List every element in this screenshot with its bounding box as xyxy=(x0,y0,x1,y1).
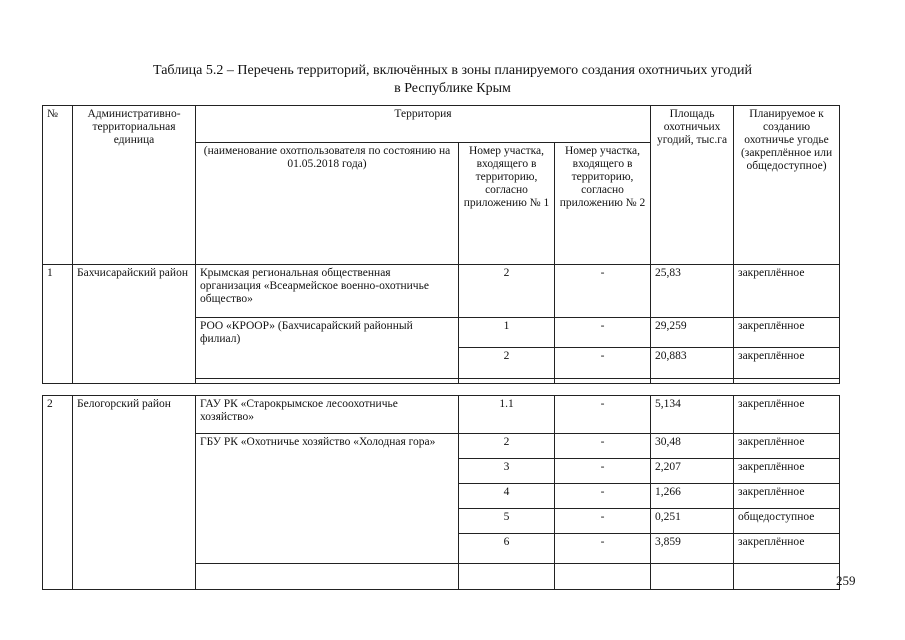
table-row xyxy=(43,396,840,434)
header-plot-appendix-2: Номер участка, входящего в территорию, согласно приложению № 2 xyxy=(555,143,651,265)
planned-type: закреплённое xyxy=(734,265,840,318)
spacer-plot-1 xyxy=(459,564,555,590)
plot-appendix-1: 4 xyxy=(459,484,555,509)
plot-appendix-2: - xyxy=(555,434,651,459)
hunting-territories-table xyxy=(42,105,840,590)
table-row xyxy=(43,265,840,318)
plot-appendix-1: 3 xyxy=(459,459,555,484)
plot-appendix-2: - xyxy=(555,348,651,379)
area-value: 5,134 xyxy=(651,396,734,434)
plot-appendix-1: 2 xyxy=(459,434,555,459)
page-number: 259 xyxy=(836,573,856,588)
spacer-area xyxy=(651,564,734,590)
header-admin-unit: Административно-территориальная единица xyxy=(73,106,196,265)
hunter-name: ГБУ РК «Охотничье хозяйство «Холодная гора» xyxy=(196,434,459,564)
planned-type: закреплённое xyxy=(734,434,840,459)
header-num: № xyxy=(43,106,73,265)
plot-appendix-2: - xyxy=(555,396,651,434)
planned-type: закреплённое xyxy=(734,396,840,434)
area-value: 20,883 xyxy=(651,348,734,379)
hunter-name: ГАУ РК «Старокрымское лесоохотничье хозяйство» xyxy=(196,396,459,434)
area-value: 0,251 xyxy=(651,509,734,534)
hunter-name: Крымская региональная общественная организация «Всеармейское военно-охотничье общество» xyxy=(196,265,459,318)
plot-appendix-2: - xyxy=(555,484,651,509)
spacer-hunter xyxy=(196,564,459,590)
planned-type: закреплённое xyxy=(734,348,840,379)
hunter-name: РОО «КРООР» (Бахчисарайский районный филиал) xyxy=(196,318,459,379)
spacer-type xyxy=(734,564,840,590)
planned-type: закреплённое xyxy=(734,318,840,348)
plot-appendix-2: - xyxy=(555,459,651,484)
caption-line-1: Таблица 5.2 – Перечень территорий, включённых в зоны планируемого создания охотничьих угодий xyxy=(153,63,752,78)
caption-line-2: в Республике Крым xyxy=(394,81,511,96)
planned-type: общедоступное xyxy=(734,509,840,534)
area-value: 30,48 xyxy=(651,434,734,459)
plot-appendix-1: 1.1 xyxy=(459,396,555,434)
region-name: Бахчисарайский район xyxy=(73,265,196,384)
plot-appendix-2: - xyxy=(555,318,651,348)
header-territory: Территория xyxy=(196,106,651,143)
plot-appendix-1: 2 xyxy=(459,265,555,318)
header-hunter-name: (наименование охотпользователя по состоянию на 01.05.2018 года) xyxy=(196,143,459,265)
area-value: 3,859 xyxy=(651,534,734,564)
plot-appendix-1: 5 xyxy=(459,509,555,534)
area-value: 25,83 xyxy=(651,265,734,318)
header-planned-type: Планируемое к созданию охотничье угодье (закреплённое или общедоступное) xyxy=(734,106,840,265)
header-plot-appendix-1: Номер участка, входящего в территорию, согласно приложению № 1 xyxy=(459,143,555,265)
row-number: 2 xyxy=(43,396,73,590)
plot-appendix-1: 6 xyxy=(459,534,555,564)
plot-appendix-1: 1 xyxy=(459,318,555,348)
plot-appendix-2: - xyxy=(555,534,651,564)
planned-type: закреплённое xyxy=(734,534,840,564)
planned-type: закреплённое xyxy=(734,459,840,484)
header-area: Площадь охотничьих угодий, тыс.га xyxy=(651,106,734,265)
table-caption xyxy=(80,62,825,98)
plot-appendix-2: - xyxy=(555,265,651,318)
plot-appendix-2: - xyxy=(555,509,651,534)
area-value: 29,259 xyxy=(651,318,734,348)
area-value: 2,207 xyxy=(651,459,734,484)
row-number: 1 xyxy=(43,265,73,384)
group-gap-row xyxy=(43,384,840,396)
plot-appendix-1: 2 xyxy=(459,348,555,379)
area-value: 1,266 xyxy=(651,484,734,509)
spacer-plot-2 xyxy=(555,564,651,590)
planned-type: закреплённое xyxy=(734,484,840,509)
region-name: Белогорский район xyxy=(73,396,196,590)
group-gap-cell xyxy=(43,384,840,396)
